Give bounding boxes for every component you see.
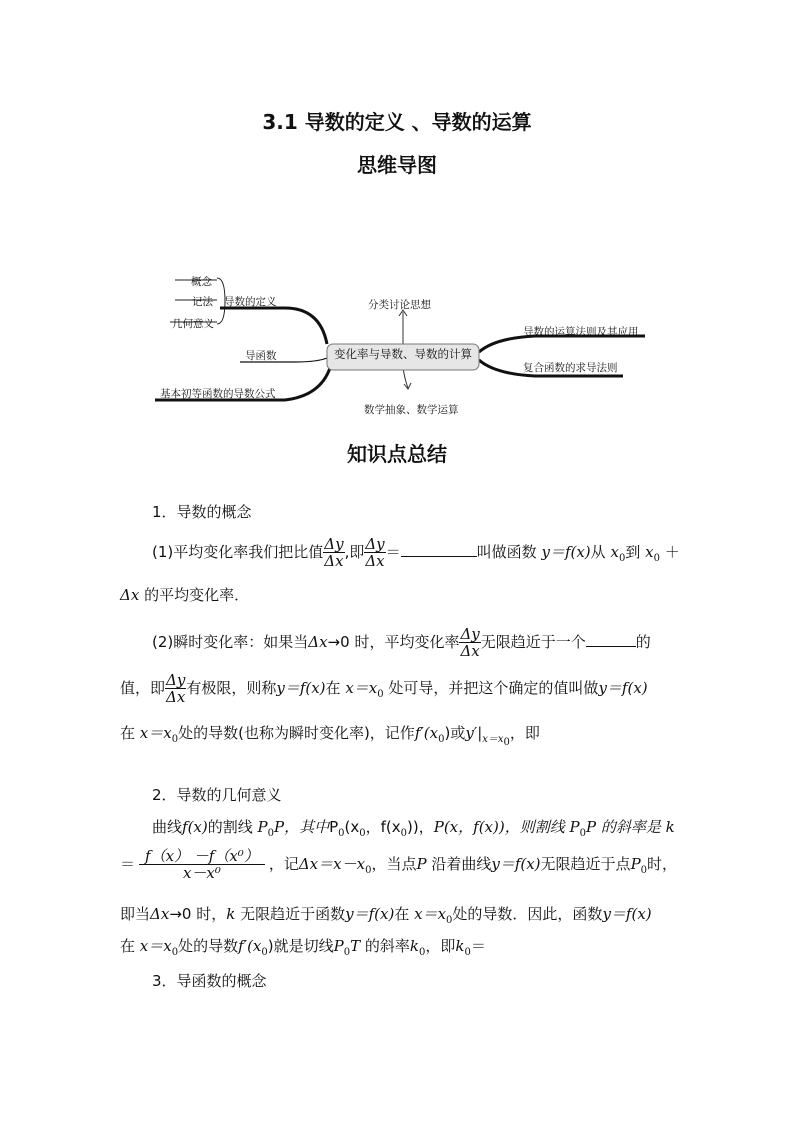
fraction-secant-slope: $\frac{\text{f（x） －f（x⁰）}}{\text{x－x⁰}}$ bbox=[139, 848, 265, 881]
section-2-heading: 2．导数的几何意义 bbox=[152, 786, 282, 804]
fraction-dy-dx: $\frac{\Delta y}{\Delta x}$ bbox=[324, 535, 344, 570]
mindmap-branch-definition: 导数的定义 bbox=[224, 296, 277, 308]
section-2-para-3: 即当Δx→0 时，k 无限趋近于函数y＝f(x)在 $x=x_0$处的导数．因此，函数y＝f(x) bbox=[120, 905, 652, 926]
section-2-para-1: 曲线f(x)的割线 $P_0P$，其中$P_0(x_0$，$f(x_0)$)，P(x，f(x))，则割线 $P_0P$ 的斜率是 k bbox=[152, 818, 675, 839]
mindmap-branch-formulas: 基本初等函数的导数公式 bbox=[160, 388, 276, 400]
page-title: 3.1 导数的定义 、导数的运算 bbox=[262, 110, 532, 134]
fraction-dy-dx: $\frac{\Delta y}{\Delta x}$ bbox=[166, 671, 186, 706]
mindmap-item-notation: 记法 bbox=[192, 296, 213, 308]
blank-average-rate bbox=[401, 556, 477, 557]
mindmap-center-label: 变化率与导数、导数的计算 bbox=[334, 347, 472, 361]
mindmap-branch-abstraction: 数学抽象、数学运算 bbox=[364, 404, 459, 416]
section-1-heading: 1．导数的概念 bbox=[152, 503, 252, 521]
section-1-para-2: (2)瞬时变化率：如果当Δx→0 时，平均变化率 $\frac{\Delta y}{\Delta x}$ 无限趋近于一个 的 bbox=[152, 625, 651, 660]
mindmap-item-concept: 概念 bbox=[191, 276, 212, 288]
section-1-para-4: 在 $x=x_0$处的导数(也称为瞬时变化率)，记作$f'(x_0)$或$y'|_{x=x_0}$，即 bbox=[120, 724, 540, 748]
fraction-dy-dx: $\frac{\Delta y}{\Delta x}$ bbox=[365, 535, 385, 570]
section-1-para-1-cont: Δx 的平均变化率． bbox=[120, 586, 250, 604]
mindmap-branch-classification: 分类讨论思想 bbox=[368, 299, 431, 311]
mindmap-heading: 思维导图 bbox=[357, 153, 437, 177]
section-3-heading: 3．导函数的概念 bbox=[152, 972, 267, 990]
mindmap-branch-derivative-function: 导函数 bbox=[245, 350, 277, 362]
blank-limit-value bbox=[586, 646, 636, 647]
mindmap-branch-rules: 导数的运算法则及其应用 bbox=[523, 326, 639, 338]
summary-heading: 知识点总结 bbox=[347, 442, 447, 466]
section-2-para-2: ＝ $\frac{\text{f（x） －f（x⁰）}}{\text{x－x⁰}}$ ，记$\Delta x=x-x_0$，当点P 沿着曲线y＝f(x)无限趋近于点$P_0$时， bbox=[120, 847, 678, 882]
mindmap-branch-chain-rule: 复合函数的求导法则 bbox=[523, 362, 618, 374]
section-1-para-1: (1)平均变化率我们把比值 $\frac{\Delta y}{\Delta x}$ ,即 $\frac{\Delta y}{\Delta x}$ ＝ 叫做函数 y＝f(x)从 $x_0$到 $x_0$ ＋ bbox=[152, 535, 680, 570]
section-2-para-4: 在 $x=x_0$处的导数$f'(x_0)$就是切线$P_0T$ 的斜率$k_0$，即$k_0=$ bbox=[120, 937, 486, 958]
fraction-dy-dx: $\frac{\Delta y}{\Delta x}$ bbox=[460, 625, 480, 660]
mindmap-item-geometry: 几何意义 bbox=[172, 318, 214, 330]
section-1-para-3: 值，即 $\frac{\Delta y}{\Delta x}$ 有极限，则称y＝f(x)在 $x=x_0$ 处可导，并把这个确定的值叫做y＝f(x) bbox=[120, 671, 648, 706]
